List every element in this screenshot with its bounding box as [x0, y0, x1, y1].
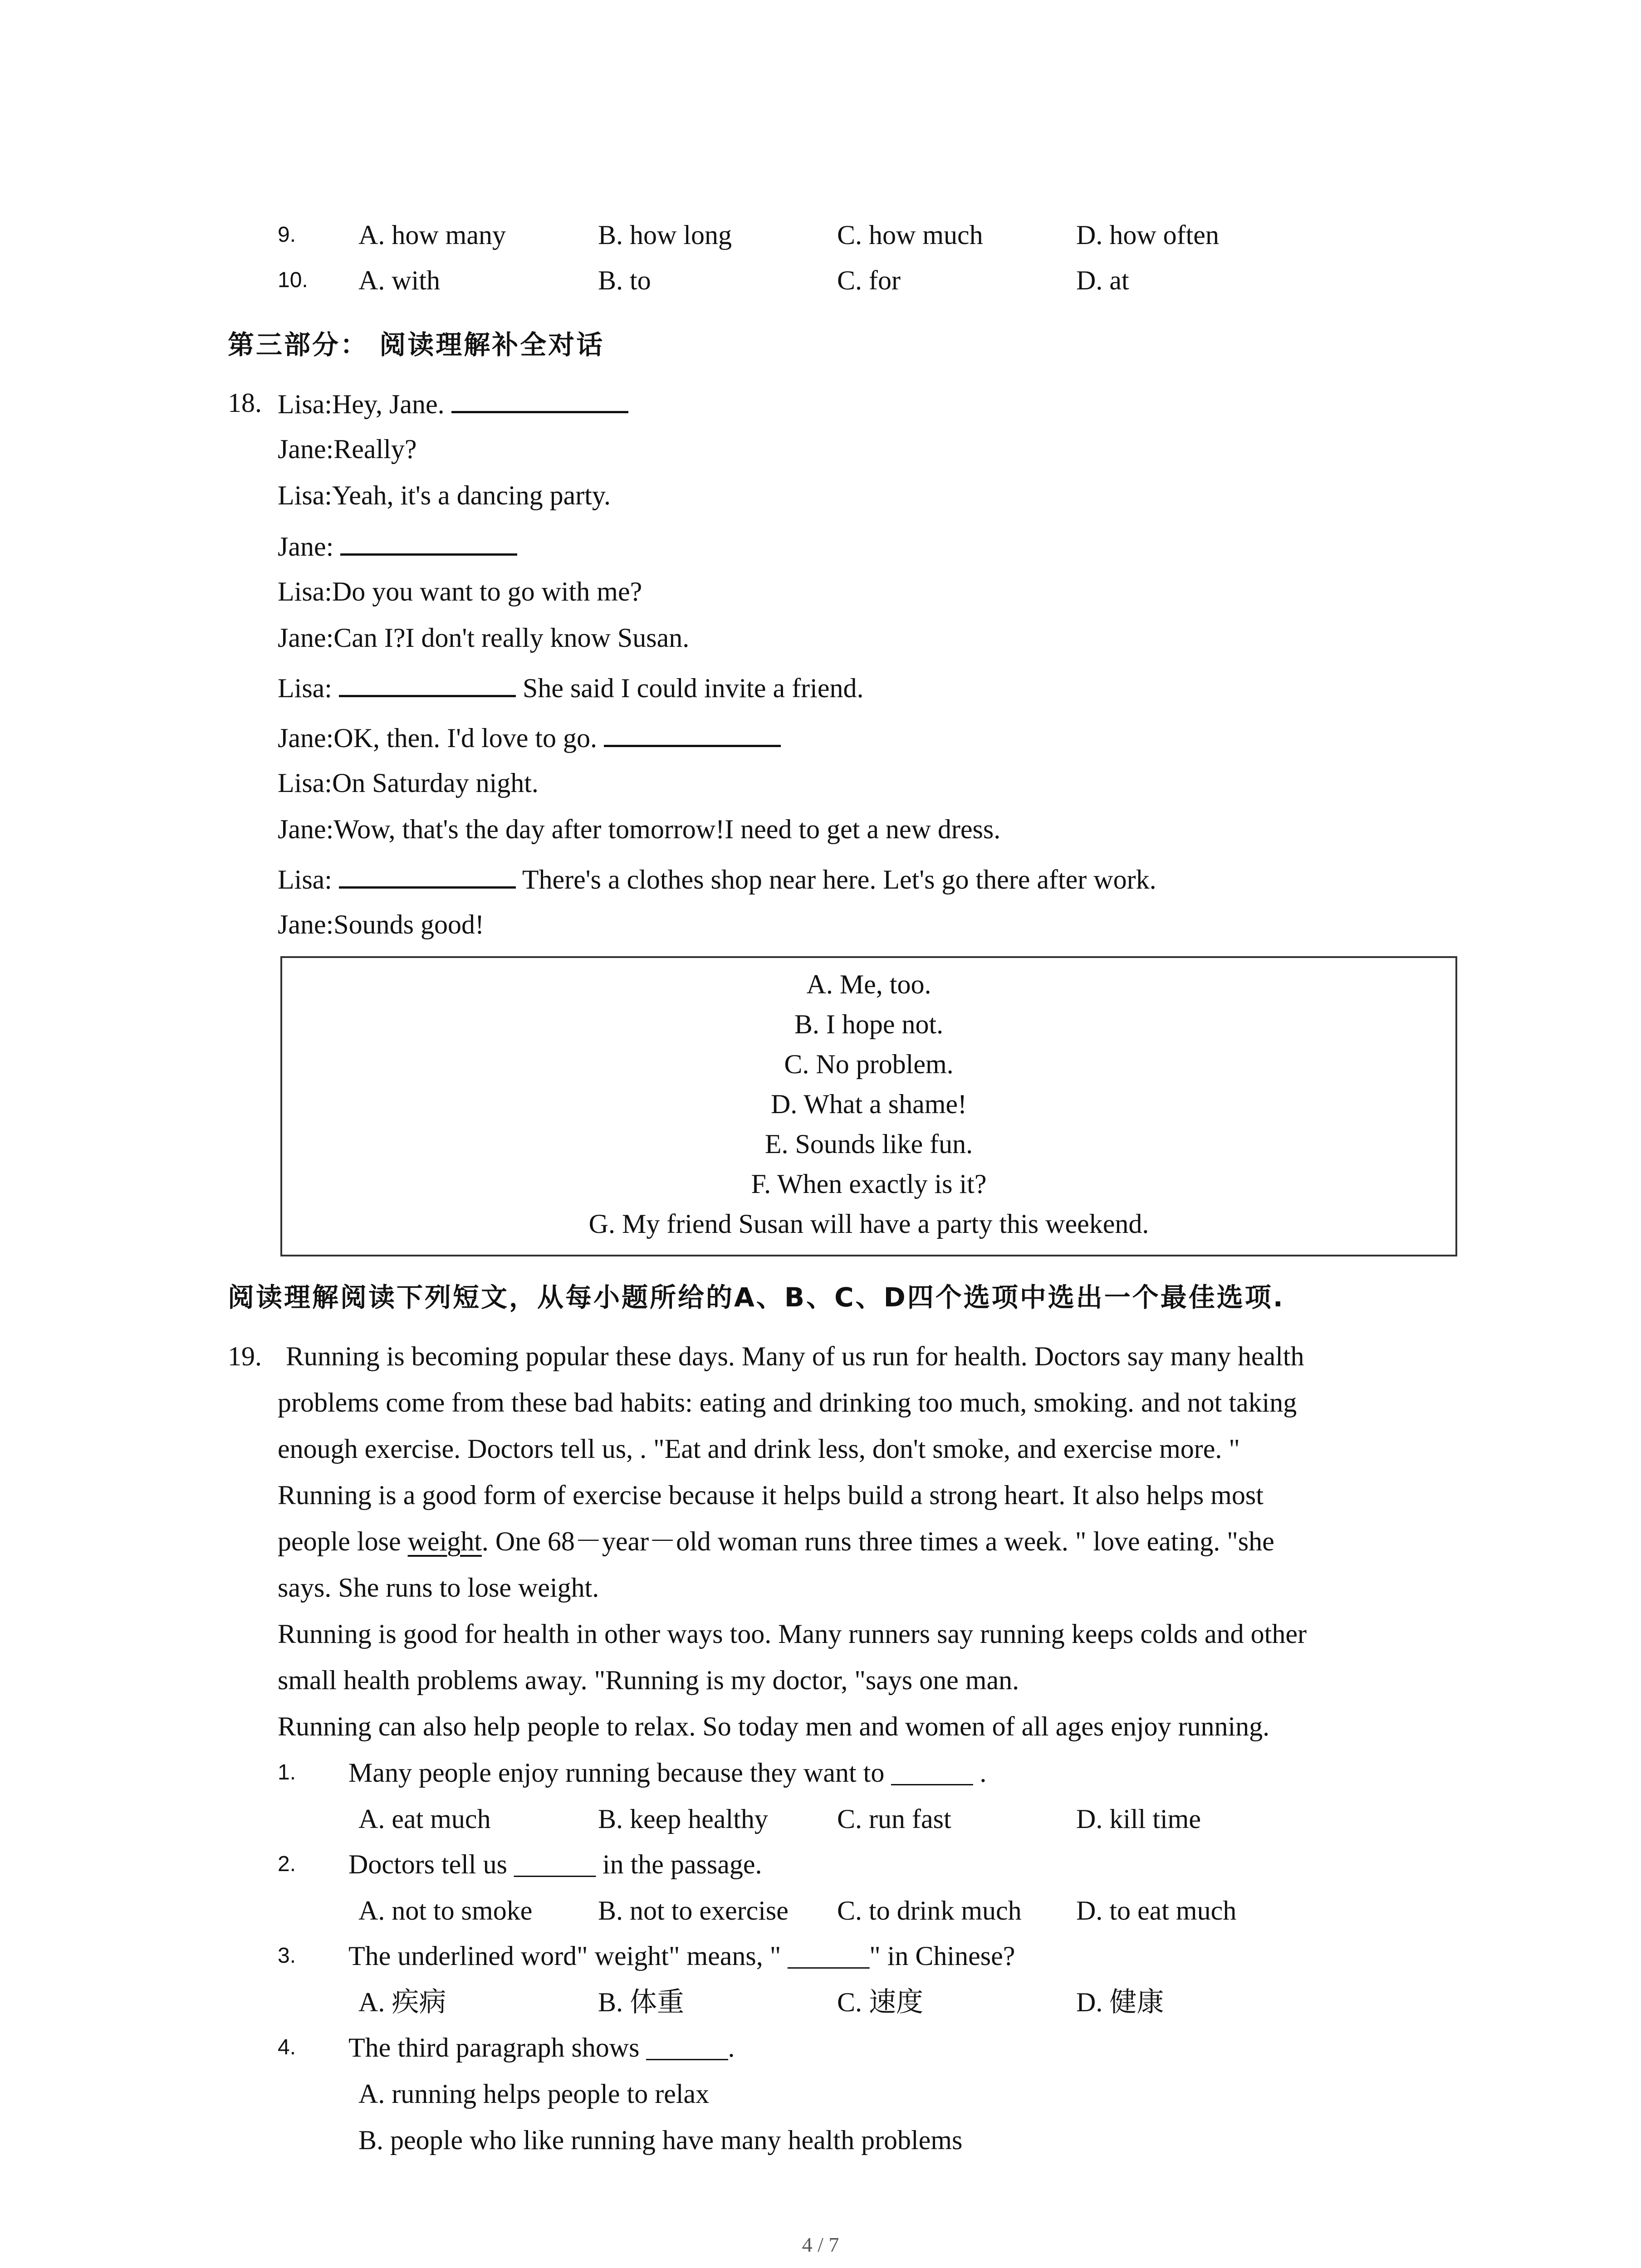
option-d: D. to eat much: [1076, 1896, 1237, 1926]
option-b: B. to: [598, 265, 651, 295]
dialogue-line: Jane:Can I?I don't really know Susan.: [278, 623, 690, 653]
answer-blank[interactable]: [604, 719, 781, 747]
passage-line: Running can also help people to relax. So today men and women of all ages enjoy running.: [278, 1711, 1270, 1741]
answer-blank[interactable]: [339, 860, 516, 889]
answer-blank[interactable]: [451, 385, 628, 413]
option-b: B. keep healthy: [598, 1804, 768, 1834]
option-c: C. to drink much: [837, 1896, 1022, 1926]
box-option: B. I hope not.: [794, 1009, 944, 1039]
sub-question-stem: The underlined word" weight" means, " ______" in Chinese?: [348, 1941, 1015, 1971]
option-d: D. at: [1076, 265, 1129, 295]
passage-line: small health problems away. "Running is my doctor, "says one man.: [278, 1665, 1019, 1695]
option-a: A. with: [358, 265, 440, 295]
option-a: A. running helps people to relax: [358, 2079, 710, 2109]
passage-line: people lose weight. One 68－year－old woman runs three times a week. " love eating. "she: [278, 1526, 1274, 1556]
sub-question-stem: The third paragraph shows ______.: [348, 2033, 735, 2063]
option-c: C. how much: [837, 220, 983, 250]
dialogue-line: Lisa:Yeah, it's a dancing party.: [278, 480, 611, 510]
section-heading: 阅读理解阅读下列短文，从每小题所给的A、B、C、D四个选项中选出一个最佳选项.: [228, 1282, 1285, 1313]
option-a: A. 疾病: [358, 1987, 446, 2017]
option-c: C. run fast: [837, 1804, 951, 1834]
passage-line: problems come from these bad habits: eating and drinking too much, smoking. and not taking: [278, 1388, 1297, 1418]
dialogue-line: Lisa: She said I could invite a friend.: [278, 669, 863, 706]
option-d: D. how often: [1076, 220, 1219, 250]
sub-question-stem: Doctors tell us ______ in the passage.: [348, 1849, 762, 1879]
option-d: D. kill time: [1076, 1804, 1201, 1834]
dialogue-line: Lisa:On Saturday night.: [278, 768, 539, 798]
sub-question-number: 4.: [278, 2035, 296, 2059]
passage-line: Running is a good form of exercise because it helps build a strong heart. It also helps most: [278, 1480, 1264, 1510]
option-c: C. 速度: [837, 1987, 924, 2017]
box-option: F. When exactly is it?: [751, 1169, 987, 1199]
dialogue-line: Jane:: [278, 527, 517, 565]
question-number: 18.: [228, 388, 262, 418]
sub-question-number: 2.: [278, 1852, 296, 1876]
box-option: E. Sounds like fun.: [764, 1129, 973, 1159]
option-d: D. 健康: [1076, 1987, 1164, 2017]
passage-line: Running is good for health in other ways too. Many runners say running keeps colds and other: [278, 1619, 1307, 1649]
answer-blank[interactable]: [339, 669, 516, 697]
option-b: B. not to exercise: [598, 1896, 789, 1926]
answer-blank[interactable]: [340, 527, 517, 556]
section-heading: 第三部分： 阅读理解补全对话: [228, 329, 605, 360]
box-option: G. My friend Susan will have a party this weekend.: [588, 1209, 1149, 1239]
option-a: A. not to smoke: [358, 1896, 533, 1926]
passage-line: enough exercise. Doctors tell us, . "Eat and drink less, don't smoke, and exercise more. ": [278, 1434, 1240, 1464]
dialogue-line: Lisa:Hey, Jane.: [278, 385, 628, 422]
underlined-word: weight: [407, 1526, 482, 1556]
option-a: A. how many: [358, 220, 506, 250]
dialogue-line: Lisa:Do you want to go with me?: [278, 577, 642, 606]
page-number: 4 / 7: [802, 2233, 839, 2256]
option-b: B. how long: [598, 220, 732, 250]
dialogue-line: Jane:Wow, that's the day after tomorrow!I need to get a new dress.: [278, 814, 1001, 844]
box-option: D. What a shame!: [770, 1089, 967, 1119]
option-b: B. people who like running have many health problems: [358, 2125, 963, 2155]
option-c: C. for: [837, 265, 901, 295]
option-b: B. 体重: [598, 1987, 685, 2017]
sub-question-stem: Many people enjoy running because they want to ______ .: [348, 1758, 987, 1788]
sub-question-number: 3.: [278, 1944, 296, 1968]
dialogue-line: Jane:Sounds good!: [278, 909, 484, 939]
question-number: 19.: [228, 1341, 262, 1371]
sub-question-number: 1.: [278, 1760, 296, 1784]
dialogue-line: Jane:OK, then. I'd love to go.: [278, 719, 781, 756]
box-option: C. No problem.: [784, 1049, 954, 1079]
passage-line: Running is becoming popular these days. Many of us run for health. Doctors say many health: [286, 1341, 1304, 1371]
options-box: [280, 956, 1457, 1256]
question-number: 10.: [278, 268, 308, 292]
option-a: A. eat much: [358, 1804, 491, 1834]
dialogue-line: Lisa: There's a clothes shop near here. Let's go there after work.: [278, 860, 1156, 898]
box-option: A. Me, too.: [806, 969, 931, 999]
question-number: 9.: [278, 223, 296, 247]
passage-line: says. She runs to lose weight.: [278, 1573, 599, 1603]
dialogue-line: Jane:Really?: [278, 434, 417, 464]
